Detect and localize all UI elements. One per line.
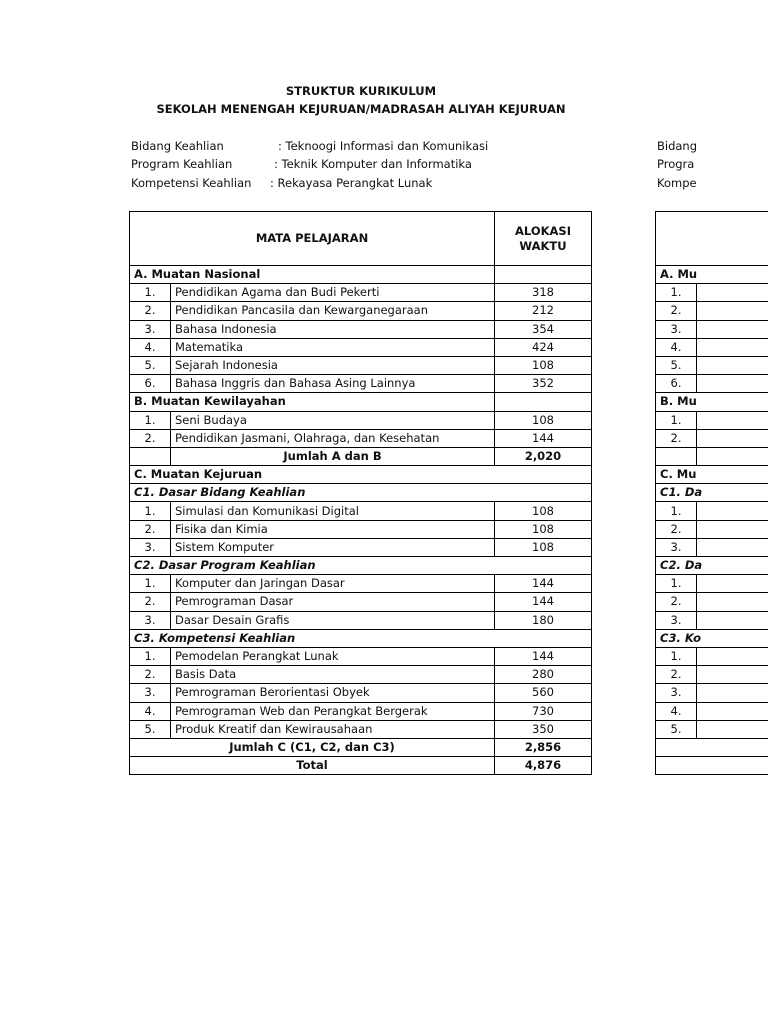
- time-allocation: 560: [495, 684, 592, 702]
- subtotal-c-label: Jumlah C (C1, C2, dan C3): [130, 738, 495, 756]
- clipped-row: [656, 575, 768, 593]
- subject-name: Pendidikan Jasmani, Olahraga, dan Kesehatan: [171, 429, 495, 447]
- clipped-section-a: A. Mu: [656, 266, 768, 284]
- clipped-row: [656, 538, 768, 556]
- row-number: 2.: [130, 666, 171, 684]
- clipped-row-number: 1.: [656, 284, 697, 302]
- clipped-row-number: 2.: [656, 666, 697, 684]
- clipped-row: [656, 593, 768, 611]
- table-row: [130, 320, 592, 338]
- subject-name: Simulasi dan Komunikasi Digital: [171, 502, 495, 520]
- row-number: 1.: [130, 647, 171, 665]
- bidang-value: : Teknoogi Informasi dan Komunikasi: [278, 139, 489, 153]
- page-subtitle: SEKOLAH MENENGAH KEJURUAN/MADRASAH ALIYAH KEJURUAN: [156, 102, 566, 116]
- row-number: 1.: [130, 575, 171, 593]
- clipped-row-number: 3.: [656, 538, 697, 556]
- table-row: [130, 593, 592, 611]
- clipped-row-number: 3.: [656, 611, 697, 629]
- table-row: [130, 720, 592, 738]
- clipped-kompetensi-label: Kompe: [657, 176, 697, 190]
- clipped-row-number: 2.: [656, 520, 697, 538]
- subject-name: Seni Budaya: [171, 411, 495, 429]
- clipped-b-rows: [656, 411, 768, 447]
- row-number: 3.: [130, 611, 171, 629]
- clipped-row-number: 4.: [656, 338, 697, 356]
- subject-name: Matematika: [171, 338, 495, 356]
- clipped-bidang-label: Bidang: [657, 139, 698, 153]
- clipped-c3-rows: [656, 647, 768, 738]
- table-row: [130, 538, 592, 556]
- clipped-row-number: 3.: [656, 684, 697, 702]
- section-c1-header: C1. Dasar Bidang Keahlian: [130, 484, 592, 502]
- time-allocation: 354: [495, 320, 592, 338]
- time-allocation: 350: [495, 720, 592, 738]
- clipped-row: [656, 375, 768, 393]
- subject-name: Pemrograman Dasar: [171, 593, 495, 611]
- row-number: 4.: [130, 702, 171, 720]
- clipped-row-number: 6.: [656, 375, 697, 393]
- table-row: [130, 666, 592, 684]
- clipped-row: [656, 720, 768, 738]
- program-value: : Teknik Komputer dan Informatika: [274, 157, 472, 171]
- subject-name: Bahasa Indonesia: [171, 320, 495, 338]
- table-row: [130, 647, 592, 665]
- time-allocation: 280: [495, 666, 592, 684]
- time-allocation: 180: [495, 611, 592, 629]
- table-row: [130, 411, 592, 429]
- subject-name: Pendidikan Agama dan Budi Pekerti: [171, 284, 495, 302]
- table-header-row: [130, 212, 592, 266]
- table-row: [130, 575, 592, 593]
- row-number: 4.: [130, 338, 171, 356]
- clipped-row: [656, 702, 768, 720]
- table-row: [130, 356, 592, 374]
- program-label: Program Keahlian: [131, 157, 233, 171]
- row-number: 5.: [130, 356, 171, 374]
- clipped-row: [656, 302, 768, 320]
- table-row: [130, 284, 592, 302]
- row-number: 3.: [130, 538, 171, 556]
- time-allocation: 144: [495, 429, 592, 447]
- clipped-row-number: 4.: [656, 702, 697, 720]
- clipped-row-number: 5.: [656, 356, 697, 374]
- clipped-section-c: C. Mu: [656, 466, 768, 484]
- table-row: [130, 684, 592, 702]
- section-c3-rows: [130, 647, 592, 738]
- clipped-row-number: 2.: [656, 302, 697, 320]
- table-row: [130, 302, 592, 320]
- kompetensi-value: : Rekayasa Perangkat Lunak: [270, 176, 433, 190]
- time-allocation: 108: [495, 538, 592, 556]
- section-b-header: B. Muatan Kewilayahan: [130, 393, 495, 411]
- clipped-row: [656, 356, 768, 374]
- clipped-row: [656, 411, 768, 429]
- subtotal-ab-row: [130, 447, 592, 465]
- time-allocation: 108: [495, 356, 592, 374]
- time-allocation: 144: [495, 575, 592, 593]
- col-time-header: ALOKASI WAKTU: [495, 212, 592, 266]
- clipped-c2-rows: [656, 575, 768, 630]
- clipped-row: [656, 320, 768, 338]
- section-c-header: C. Muatan Kejuruan: [130, 466, 592, 484]
- clipped-row: [656, 611, 768, 629]
- total-label: Total: [130, 757, 495, 775]
- clipped-row: [656, 684, 768, 702]
- row-number: 3.: [130, 684, 171, 702]
- subject-name: Dasar Desain Grafis: [171, 611, 495, 629]
- subject-name: Pemrograman Berorientasi Obyek: [171, 684, 495, 702]
- section-a-rows: [130, 284, 592, 393]
- subject-name: Sejarah Indonesia: [171, 356, 495, 374]
- clipped-row-number: 5.: [656, 720, 697, 738]
- row-number: 2.: [130, 302, 171, 320]
- subtotal-ab-value: 2,020: [495, 447, 592, 465]
- clipped-row: [656, 502, 768, 520]
- subject-name: Sistem Komputer: [171, 538, 495, 556]
- subtotal-c-row: [130, 738, 592, 756]
- time-allocation: 352: [495, 375, 592, 393]
- subject-name: Fisika dan Kimia: [171, 520, 495, 538]
- clipped-row-number: 2.: [656, 429, 697, 447]
- total-value: 4,876: [495, 757, 592, 775]
- time-allocation: 730: [495, 702, 592, 720]
- table-row: [130, 611, 592, 629]
- time-allocation: 108: [495, 502, 592, 520]
- time-allocation: 212: [495, 302, 592, 320]
- clipped-row-number: 1.: [656, 647, 697, 665]
- clipped-row-number: 1.: [656, 411, 697, 429]
- time-allocation: 108: [495, 411, 592, 429]
- clipped-row: [656, 429, 768, 447]
- clipped-section-c2: C2. Da: [656, 557, 768, 575]
- subject-name: Pendidikan Pancasila dan Kewarganegaraan: [171, 302, 495, 320]
- subject-name: Pemodelan Perangkat Lunak: [171, 647, 495, 665]
- clipped-row: [656, 520, 768, 538]
- clipped-a-rows: [656, 284, 768, 393]
- row-number: 5.: [130, 720, 171, 738]
- table-row: [130, 702, 592, 720]
- row-number: 2.: [130, 520, 171, 538]
- section-c3-header: C3. Kompetensi Keahlian: [130, 629, 592, 647]
- page-title: STRUKTUR KURIKULUM: [285, 84, 437, 98]
- clipped-row: [656, 647, 768, 665]
- clipped-section-c3: C3. Ko: [656, 629, 768, 647]
- row-number: 3.: [130, 320, 171, 338]
- section-a-header: A. Muatan Nasional: [130, 266, 495, 284]
- subject-name: Komputer dan Jaringan Dasar: [171, 575, 495, 593]
- bidang-label: Bidang Keahlian: [131, 139, 224, 153]
- section-c2-header: C2. Dasar Program Keahlian: [130, 557, 592, 575]
- subject-name: Produk Kreatif dan Kewirausahaan: [171, 720, 495, 738]
- time-allocation: 424: [495, 338, 592, 356]
- clipped-row-number: 1.: [656, 502, 697, 520]
- table-row: [130, 429, 592, 447]
- subtotal-c-value: 2,856: [495, 738, 592, 756]
- curriculum-table: [129, 211, 592, 775]
- clipped-section-c1: C1. Da: [656, 484, 768, 502]
- time-allocation: 144: [495, 647, 592, 665]
- kompetensi-label: Kompetensi Keahlian: [131, 176, 252, 190]
- table-row: [130, 520, 592, 538]
- subject-name: Bahasa Inggris dan Bahasa Asing Lainnya: [171, 375, 495, 393]
- row-number: 2.: [130, 593, 171, 611]
- subject-name: Pemrograman Web dan Perangkat Bergerak: [171, 702, 495, 720]
- section-c2-rows: [130, 575, 592, 630]
- clipped-row-number: 3.: [656, 320, 697, 338]
- section-c1-rows: [130, 502, 592, 557]
- clipped-row-number: 2.: [656, 593, 697, 611]
- row-number: 1.: [130, 502, 171, 520]
- section-b-rows: [130, 411, 592, 447]
- clipped-row: [656, 666, 768, 684]
- table-row: [130, 375, 592, 393]
- row-number: 1.: [130, 411, 171, 429]
- time-allocation: 144: [495, 593, 592, 611]
- row-number: 6.: [130, 375, 171, 393]
- clipped-row: [656, 338, 768, 356]
- col-subject-header: MATA PELAJARAN: [130, 212, 495, 266]
- subject-name: Basis Data: [171, 666, 495, 684]
- clipped-section-b: B. Mu: [656, 393, 768, 411]
- clipped-program-label: Progra: [657, 157, 695, 171]
- time-allocation: 108: [495, 520, 592, 538]
- clipped-table: [655, 211, 768, 775]
- table-row: [130, 338, 592, 356]
- time-allocation: 318: [495, 284, 592, 302]
- table-row: [130, 502, 592, 520]
- row-number: 1.: [130, 284, 171, 302]
- subtotal-ab-label: Jumlah A dan B: [171, 447, 495, 465]
- clipped-row-number: 1.: [656, 575, 697, 593]
- row-number: 2.: [130, 429, 171, 447]
- clipped-c1-rows: [656, 502, 768, 557]
- clipped-table-fragment: [655, 211, 768, 777]
- clipped-row: [656, 284, 768, 302]
- total-row: [130, 757, 592, 775]
